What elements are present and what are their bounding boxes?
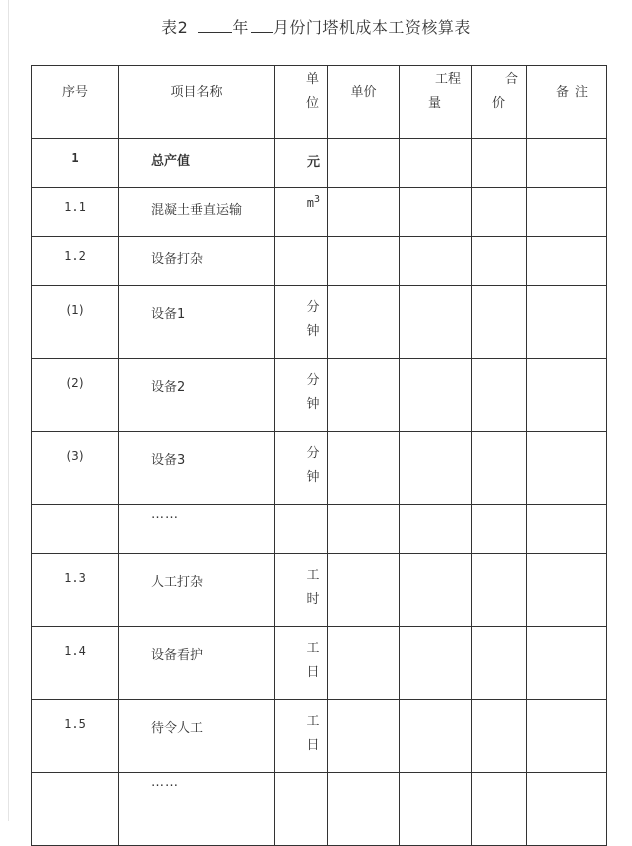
header-qty-line2: 量 <box>428 96 442 111</box>
table-row <box>32 505 607 554</box>
row-price[interactable] <box>328 237 400 286</box>
row-name: 待令人工 <box>151 721 204 736</box>
row-price[interactable] <box>328 286 400 359</box>
row-sum[interactable] <box>472 554 527 627</box>
row-sum[interactable] <box>472 627 527 700</box>
row-price[interactable] <box>328 627 400 700</box>
row-note[interactable] <box>527 554 607 627</box>
header-unit-line2: 位 <box>306 96 320 111</box>
row-unit <box>275 237 327 249</box>
unit-line1: 工 <box>306 568 320 583</box>
row-name: 设备看护 <box>151 648 204 663</box>
table-row <box>32 359 607 432</box>
row-sum[interactable] <box>472 286 527 359</box>
row-sum[interactable] <box>472 139 527 188</box>
unit-line2: 日 <box>306 738 320 753</box>
row-qty[interactable] <box>400 773 472 846</box>
table-row <box>32 188 607 237</box>
row-sum[interactable] <box>472 432 527 505</box>
cost-table <box>31 65 607 846</box>
row-unit <box>306 627 320 685</box>
month-blank <box>251 18 273 33</box>
unit-line1: 分 <box>306 300 320 315</box>
row-note[interactable] <box>527 286 607 359</box>
title-month-suffix: 月份门塔机成本工资核算表 <box>272 18 471 37</box>
header-note <box>527 66 607 139</box>
row-note[interactable] <box>527 700 607 773</box>
row-qty[interactable] <box>400 237 472 286</box>
page-edge-rule <box>8 0 9 821</box>
row-unit <box>275 505 327 517</box>
header-row <box>32 66 607 139</box>
unit-line2: 钟 <box>306 470 320 485</box>
header-sum-line1: 合 <box>504 72 518 87</box>
row-unit <box>275 773 327 785</box>
row-seq: (1) <box>66 303 84 317</box>
header-price <box>328 66 400 139</box>
header-qty <box>400 66 472 139</box>
unit-line2: 钟 <box>306 324 320 339</box>
row-qty[interactable] <box>400 188 472 237</box>
row-seq: 1.1 <box>64 200 86 214</box>
row-note[interactable] <box>527 188 607 237</box>
row-seq: (3) <box>66 449 84 463</box>
unit-line1: 工 <box>306 714 320 729</box>
row-sum[interactable] <box>472 700 527 773</box>
row-seq: 1 <box>71 151 79 165</box>
title-prefix: 表2 <box>161 18 189 37</box>
row-sum[interactable] <box>472 237 527 286</box>
header-qty-line1: 工程 <box>434 72 461 87</box>
row-price[interactable] <box>328 359 400 432</box>
row-unit <box>275 188 327 210</box>
row-seq: 1.3 <box>64 571 86 585</box>
row-price[interactable] <box>328 554 400 627</box>
unit-base: m <box>306 196 314 210</box>
row-qty[interactable] <box>400 286 472 359</box>
header-name-label: 项目名称 <box>170 85 223 100</box>
row-name: …… <box>151 775 179 790</box>
unit-line2: 日 <box>306 665 320 680</box>
row-price[interactable] <box>328 773 400 846</box>
table-row <box>32 286 607 359</box>
row-name: 总产值 <box>151 154 191 169</box>
row-note[interactable] <box>527 359 607 432</box>
header-unit-line1: 单 <box>306 72 320 87</box>
row-seq <box>32 505 118 517</box>
row-unit <box>306 432 320 490</box>
row-qty[interactable] <box>400 359 472 432</box>
table-row <box>32 432 607 505</box>
row-name: 设备2 <box>151 380 186 395</box>
row-price[interactable] <box>328 505 400 554</box>
row-note[interactable] <box>527 773 607 846</box>
header-note-label: 备注 <box>555 85 594 100</box>
unit-superscript: 3 <box>313 194 320 205</box>
row-name: 混凝土垂直运输 <box>151 203 243 218</box>
row-name: 设备1 <box>151 307 186 322</box>
row-seq: 1.4 <box>64 644 86 658</box>
row-name: 设备3 <box>151 453 186 468</box>
row-seq: 1.2 <box>64 249 86 263</box>
row-seq <box>32 773 118 785</box>
row-unit <box>306 700 320 758</box>
header-unit <box>275 66 328 139</box>
row-sum[interactable] <box>472 773 527 846</box>
unit-line1: 分 <box>306 446 320 461</box>
header-sum-line2: 价 <box>492 96 506 111</box>
header-sum <box>472 66 527 139</box>
table-row <box>32 237 607 286</box>
table-row <box>32 139 607 188</box>
unit-line1: 分 <box>306 373 320 388</box>
row-note[interactable] <box>527 627 607 700</box>
unit-line2: 钟 <box>306 397 320 412</box>
row-unit <box>306 554 320 612</box>
row-note[interactable] <box>527 237 607 286</box>
row-qty[interactable] <box>400 139 472 188</box>
header-name <box>119 66 275 139</box>
row-unit: 元 <box>306 155 320 170</box>
row-sum[interactable] <box>472 188 527 237</box>
row-price[interactable] <box>328 188 400 237</box>
row-price[interactable] <box>328 139 400 188</box>
row-sum[interactable] <box>472 359 527 432</box>
header-seq <box>32 66 119 139</box>
row-name: 设备打杂 <box>151 252 204 267</box>
row-seq: (2) <box>66 376 84 390</box>
row-note[interactable] <box>527 139 607 188</box>
row-name: 人工打杂 <box>151 575 204 590</box>
header-seq-label: 序号 <box>61 85 88 100</box>
row-price[interactable] <box>328 700 400 773</box>
table-row <box>32 627 607 700</box>
unit-line2: 时 <box>306 592 320 607</box>
row-qty[interactable] <box>400 627 472 700</box>
year-blank <box>198 18 232 33</box>
unit-line1: 工 <box>306 641 320 656</box>
row-qty[interactable] <box>400 554 472 627</box>
table-row <box>32 554 607 627</box>
table-row <box>32 700 607 773</box>
header-price-label: 单价 <box>350 85 377 100</box>
row-qty[interactable] <box>400 700 472 773</box>
row-qty[interactable] <box>400 432 472 505</box>
row-unit <box>306 359 320 417</box>
table-title <box>0 15 632 38</box>
row-note[interactable] <box>527 505 607 554</box>
title-year-suffix: 年 <box>232 18 249 37</box>
row-price[interactable] <box>328 432 400 505</box>
row-qty[interactable] <box>400 505 472 554</box>
table-row <box>32 773 607 846</box>
row-unit <box>306 286 320 344</box>
row-sum[interactable] <box>472 505 527 554</box>
row-name: …… <box>151 507 179 522</box>
row-seq: 1.5 <box>64 717 86 731</box>
row-note[interactable] <box>527 432 607 505</box>
